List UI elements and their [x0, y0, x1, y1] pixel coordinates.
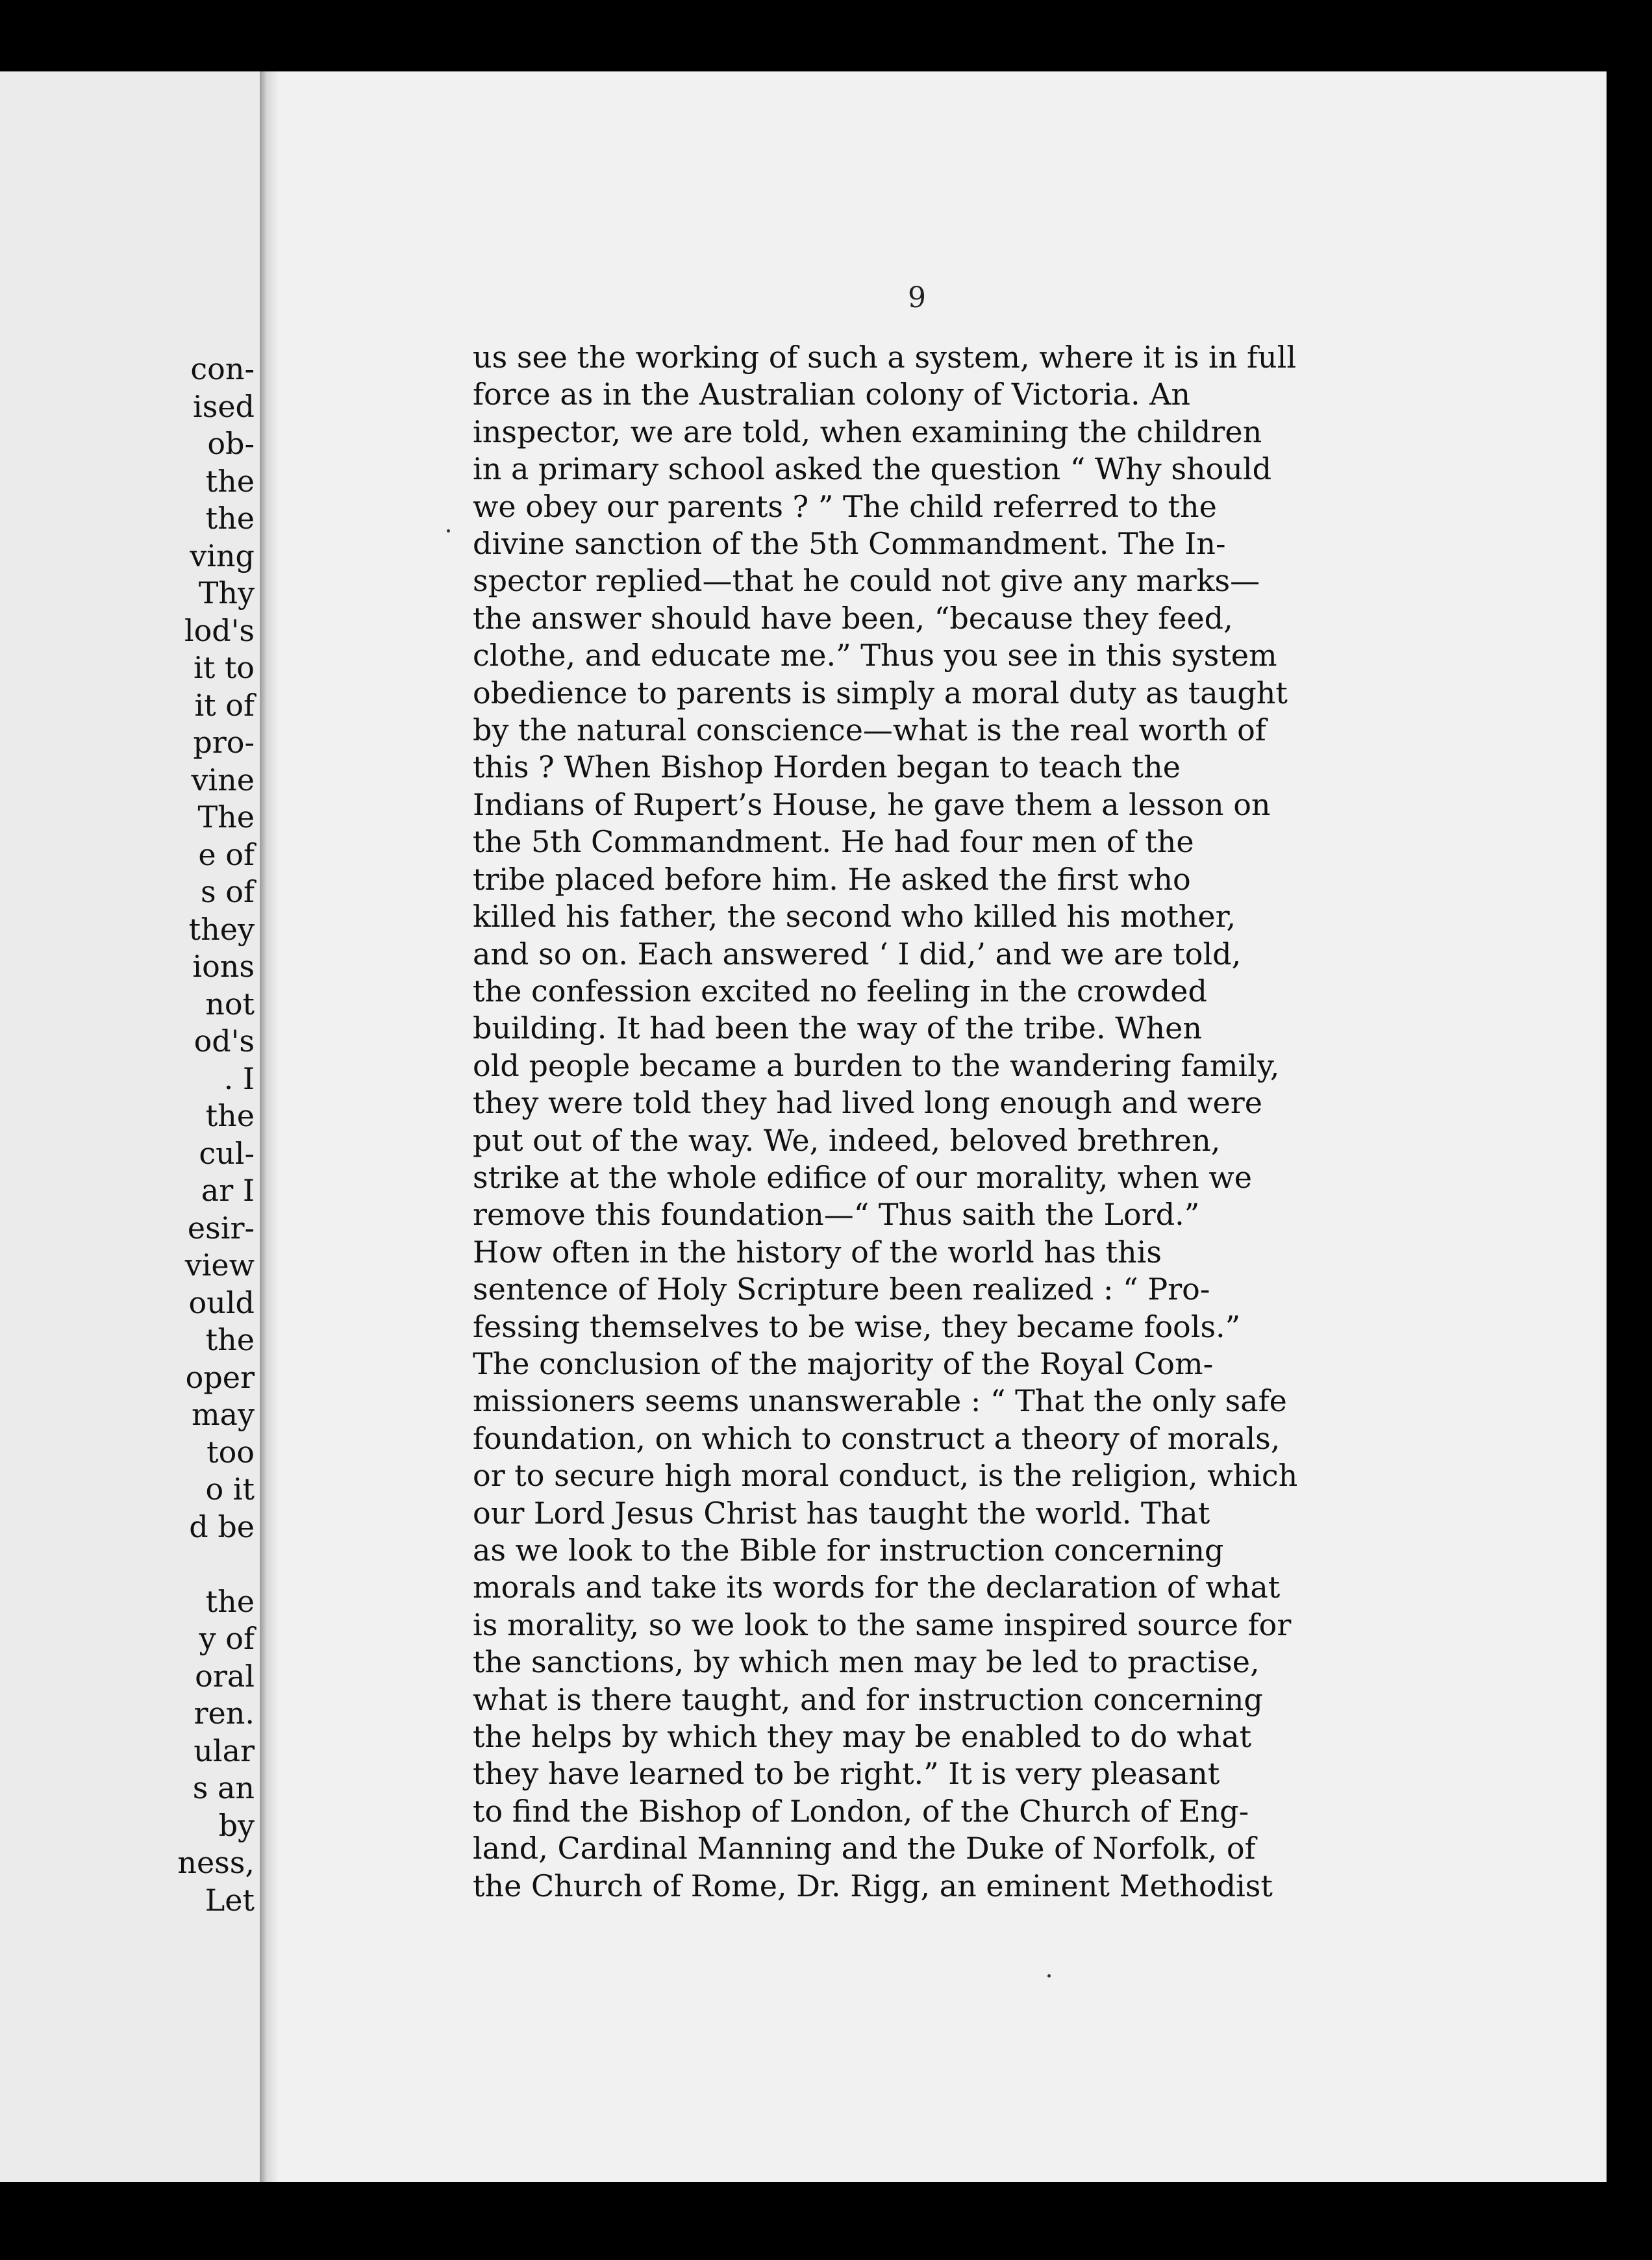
left-line: e of: [198, 836, 255, 872]
left-line: . I: [223, 1061, 255, 1096]
left-line: it of: [194, 687, 255, 723]
left-line: view: [184, 1248, 255, 1283]
text-line: force as in the Australian colony of Victoria. An: [473, 377, 1191, 412]
left-line: ob-: [207, 426, 255, 461]
left-line: Let: [205, 1882, 255, 1918]
left-line: the: [205, 1583, 255, 1619]
left-line: they: [188, 911, 255, 947]
left-line: cul-: [199, 1135, 255, 1171]
left-line: y of: [199, 1621, 255, 1656]
text-line: remove this foundation—“ Thus saith the Lord.”: [473, 1197, 1200, 1233]
text-line: How often in the history of the world has this: [473, 1234, 1162, 1270]
text-line: killed his father, the second who killed his mother,: [473, 899, 1236, 935]
text-line: obedience to parents is simply a moral duty as taught: [473, 675, 1288, 710]
text-line: tribe placed before him. He asked the first who: [473, 861, 1191, 897]
body-text: [473, 339, 1518, 1905]
text-line: The conclusion of the majority of the Royal Com-: [473, 1346, 1214, 1381]
text-line: morals and take its words for the declaration of what: [473, 1570, 1281, 1605]
text-line: land, Cardinal Manning and the Duke of Norfolk, of: [473, 1831, 1256, 1866]
left-line: o it: [205, 1472, 255, 1507]
left-line: by: [218, 1807, 255, 1843]
right-page: [278, 71, 1607, 2182]
left-line: con-: [190, 351, 255, 386]
left-page: [0, 71, 260, 2182]
left-line: [177, 1546, 255, 1583]
ink-speck: [1047, 1974, 1051, 1978]
text-line: to find the Bishop of London, of the Church of Eng-: [473, 1793, 1249, 1829]
text-line: the answer should have been, “because they feed,: [473, 600, 1233, 636]
text-line: is morality, so we look to the same inspired source for: [473, 1607, 1292, 1642]
text-line: they have learned to be right.” It is very pleasant: [473, 1756, 1220, 1792]
text-line: old people became a burden to the wandering family,: [473, 1048, 1280, 1083]
text-line: or to secure high moral conduct, is the religion, which: [473, 1458, 1298, 1494]
text-line: in a primary school asked the question “ Why should: [473, 451, 1272, 487]
left-page-text: [177, 351, 255, 1919]
left-line: pro-: [193, 725, 255, 760]
text-line: we obey our parents ? ” The child referred to the: [473, 488, 1217, 524]
text-line: Indians of Rupert’s House, he gave them a lesson on: [473, 786, 1271, 822]
page-number: 9: [908, 281, 926, 314]
text-line: the sanctions, by which men may be led to practise,: [473, 1644, 1260, 1680]
text-line: the helps by which they may be enabled to do what: [473, 1719, 1252, 1755]
text-line: spector replied—that he could not give any marks—: [473, 563, 1260, 599]
left-line: ised: [193, 388, 255, 424]
left-line: s an: [192, 1770, 255, 1805]
text-line: foundation, on which to construct a theory of morals,: [473, 1420, 1281, 1456]
left-line: The: [197, 799, 255, 835]
text-line: they were told they had lived long enough and were: [473, 1085, 1262, 1121]
left-line: the: [205, 501, 255, 536]
text-line: us see the working of such a system, where it is in full: [473, 340, 1297, 375]
text-line: fessing themselves to be wise, they became fools.”: [473, 1309, 1241, 1344]
left-line: lod's: [184, 612, 255, 648]
text-line: strike at the whole edifice of our morality, when we: [473, 1159, 1253, 1195]
text-line: this ? When Bishop Horden began to teach the: [473, 749, 1181, 785]
text-line: by the natural conscience—what is the real worth of: [473, 712, 1266, 748]
left-line: it to: [194, 650, 255, 685]
left-line: the: [205, 1322, 255, 1357]
text-line: inspector, we are told, when examining the children: [473, 414, 1262, 449]
left-line: oper: [185, 1359, 255, 1395]
left-line: ould: [188, 1285, 255, 1320]
left-line: ar I: [201, 1173, 255, 1208]
page-gutter: [260, 71, 278, 2182]
text-line: missioners seems unanswerable : “ That the only safe: [473, 1383, 1287, 1419]
left-line: ions: [192, 949, 255, 984]
text-line: the confession excited no feeling in the crowded: [473, 973, 1207, 1009]
left-line: ness,: [177, 1845, 255, 1880]
text-line: our Lord Jesus Christ has taught the world. That: [473, 1495, 1210, 1531]
left-line: ular: [194, 1733, 255, 1768]
text-line: what is there taught, and for instruction concerning: [473, 1681, 1263, 1717]
left-line: the: [205, 1098, 255, 1133]
ink-speck: [447, 529, 450, 533]
left-line: oral: [195, 1658, 255, 1694]
left-line: ving: [190, 538, 255, 573]
left-line: not: [205, 986, 255, 1022]
left-line: Thy: [198, 575, 255, 610]
text-line: as we look to the Bible for instruction concerning: [473, 1533, 1224, 1568]
left-line: esir-: [187, 1210, 255, 1246]
text-line: the Church of Rome, Dr. Rigg, an eminent Methodist: [473, 1868, 1273, 1903]
text-line: clothe, and educate me.” Thus you see in this system: [473, 638, 1277, 673]
left-line: s of: [201, 874, 255, 909]
left-line: may: [191, 1397, 255, 1432]
text-line: and so on. Each answered ‘ I did,’ and we are told,: [473, 936, 1242, 972]
left-line: too: [206, 1434, 255, 1470]
left-line: od's: [194, 1023, 255, 1059]
text-line: put out of the way. We, indeed, beloved brethren,: [473, 1122, 1221, 1158]
text-line: divine sanction of the 5th Commandment. The In-: [473, 526, 1226, 562]
left-line: ren.: [194, 1696, 255, 1731]
left-line: the: [205, 463, 255, 499]
text-line: building. It had been the way of the tribe. When: [473, 1011, 1203, 1046]
text-line: the 5th Commandment. He had four men of the: [473, 824, 1194, 860]
left-line: vine: [191, 762, 255, 797]
text-line: sentence of Holy Scripture been realized : “ Pro-: [473, 1272, 1210, 1307]
left-line: d be: [189, 1509, 255, 1544]
